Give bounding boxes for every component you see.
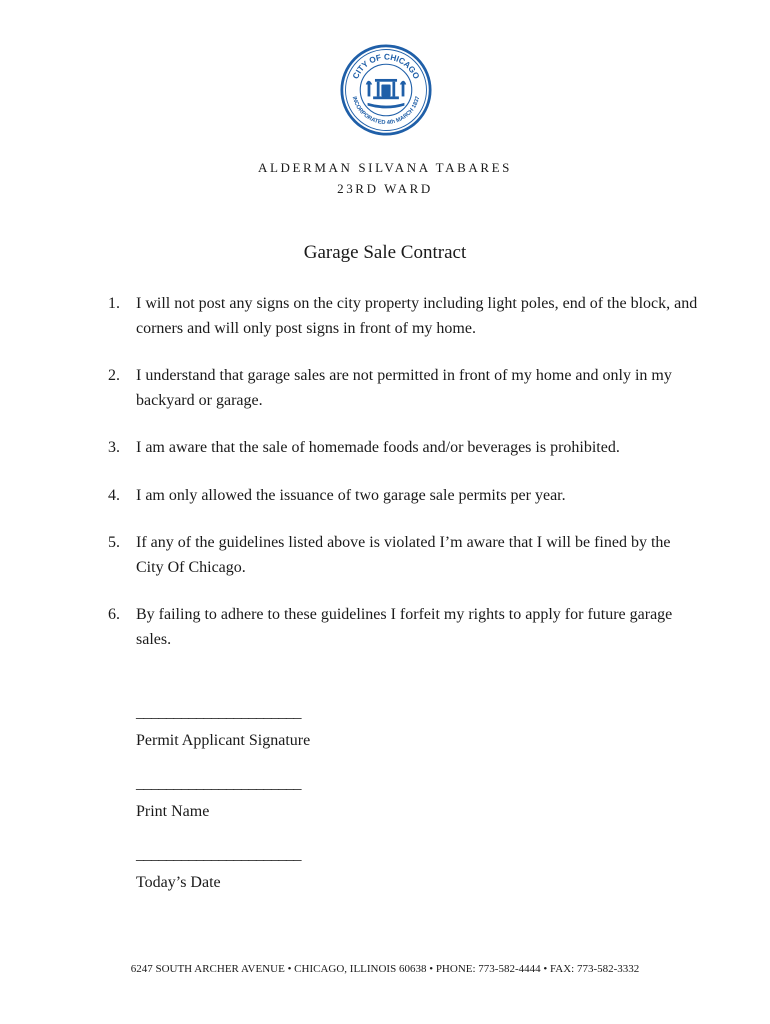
date-block <box>136 846 436 894</box>
applicant-signature-block <box>136 704 436 752</box>
clause-1 <box>108 292 698 341</box>
document-title: Garage Sale Contract <box>303 242 467 263</box>
clause-number: 3. <box>108 439 120 456</box>
clause-text: I will not post any signs on the city property including light poles, end of the block, and corners and will only post signs in front of my home. <box>136 295 698 337</box>
clause-4 <box>108 484 698 509</box>
seal-top-text: CITY OF CHICAGO <box>351 52 421 81</box>
clause-number: 6. <box>108 606 120 623</box>
contract-clauses <box>108 292 698 675</box>
ward-number: 23RD WARD <box>337 181 433 196</box>
clause-6 <box>108 603 698 652</box>
print-name-line[interactable]: ______________________ <box>136 775 301 792</box>
clause-number: 2. <box>108 367 120 384</box>
office-address-footer: 6247 SOUTH ARCHER AVENUE • CHICAGO, ILLINOIS 60638 • PHONE: 773-582-4444 • FAX: 773-582-3332 <box>130 963 640 975</box>
clause-text: I am only allowed the issuance of two garage sale permits per year. <box>136 486 566 504</box>
applicant-signature-line[interactable]: ______________________ <box>136 704 301 721</box>
clause-number: 5. <box>108 534 120 551</box>
clause-text: By failing to adhere to these guidelines I forfeit my rights to apply for future garage sales. <box>136 606 673 648</box>
clause-number: 1. <box>108 295 120 312</box>
city-of-chicago-seal <box>340 44 432 136</box>
clause-text: I understand that garage sales are not permitted in front of my home and only in my backyard or garage. <box>136 367 672 409</box>
clause-5 <box>108 531 698 580</box>
seal-bottom-text: INCORPORATED 4th MARCH 1837 <box>350 95 422 127</box>
print-name-block <box>136 775 436 823</box>
clause-text: If any of the guidelines listed above is violated I’m aware that I will be fined by the City Of Chicago. <box>136 534 671 576</box>
clause-2 <box>108 364 698 413</box>
alderman-name: ALDERMAN SILVANA TABARES <box>258 160 512 175</box>
clause-number: 4. <box>108 486 120 504</box>
clause-3 <box>108 436 698 461</box>
print-name-label: Print Name <box>136 803 210 820</box>
date-label: Today’s Date <box>136 874 221 891</box>
applicant-signature-label: Permit Applicant Signature <box>136 732 311 749</box>
clause-text: I am aware that the sale of homemade foods and/or beverages is prohibited. <box>136 439 620 456</box>
date-line[interactable]: ______________________ <box>136 846 301 863</box>
